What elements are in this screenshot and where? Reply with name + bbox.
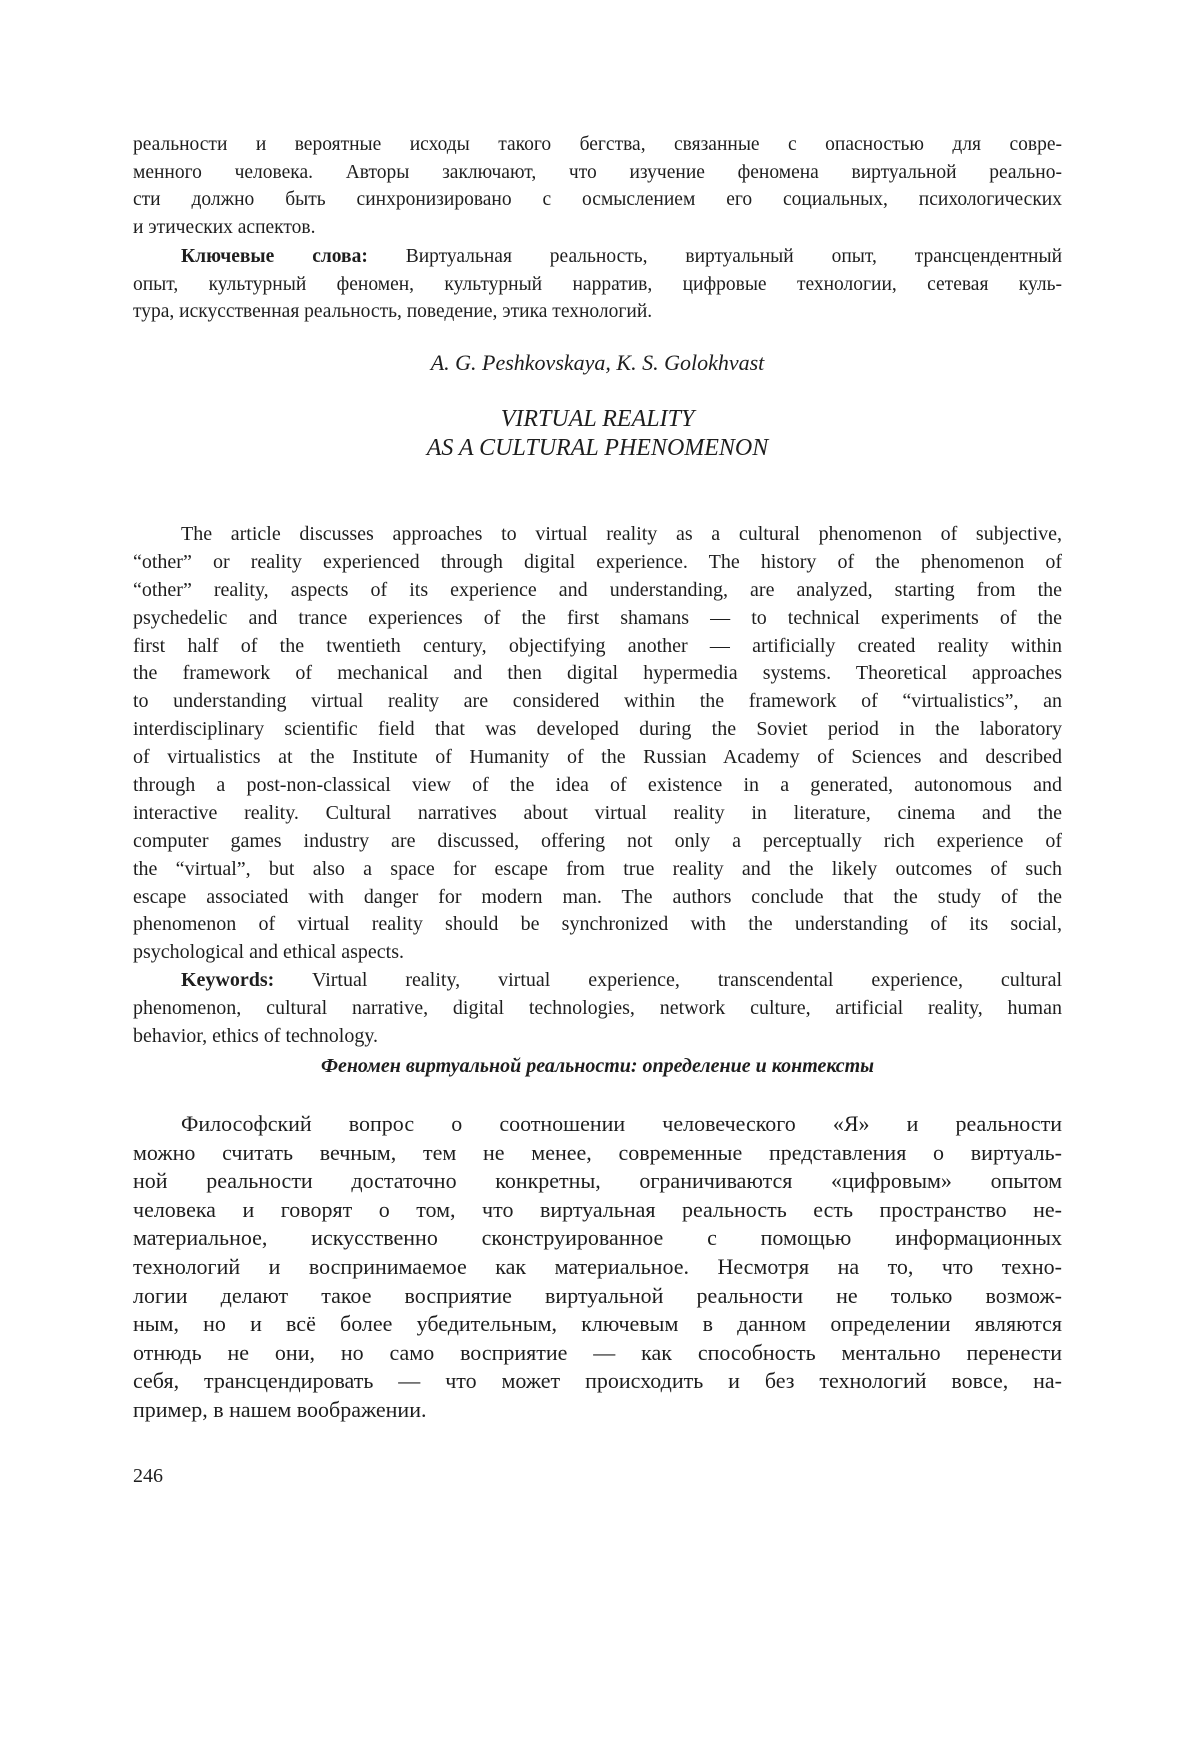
authors: A. G. Peshkovskaya, K. S. Golokhvast	[133, 350, 1062, 376]
page-number: 246	[133, 1465, 163, 1488]
body-paragraph	[133, 1110, 1062, 1425]
text-line: phenomenon of virtual reality should be synchronized with the understanding of its social,	[133, 911, 1062, 939]
text-line: и этических аспектов.	[133, 214, 1062, 242]
keywords-text: Виртуальная реальность, виртуальный опыт, трансцендентный	[406, 246, 1062, 267]
text-line: “other” or reality experienced through digital experience. The history of the phenomenon of	[133, 549, 1062, 577]
text-line: человека и говорят о том, что виртуальная реальность есть пространство не-	[133, 1196, 1062, 1225]
text-line: to understanding virtual reality are considered within the framework of “virtualistics”, an	[133, 688, 1062, 716]
text-line: first half of the twentieth century, objectifying another — artificially created reality within	[133, 633, 1062, 661]
text-line: технологий и воспринимаемое как материальное. Несмотря на то, что техно-	[133, 1253, 1062, 1282]
title-line: AS A CULTURAL PHENOMENON	[133, 434, 1062, 463]
title-line: VIRTUAL REALITY	[133, 405, 1062, 434]
text-line: of virtualistics at the Institute of Humanity of the Russian Academy of Sciences and described	[133, 744, 1062, 772]
text-line: phenomenon, cultural narrative, digital technologies, network culture, artificial reality, human	[133, 995, 1062, 1023]
text-line: ной реальности достаточно конкретны, ограничиваются «цифровым» опытом	[133, 1167, 1062, 1196]
text-line: through a post-non-classical view of the idea of existence in a generated, autonomous and	[133, 772, 1062, 800]
text-line: можно считать вечным, тем не менее, современные представления о виртуаль-	[133, 1139, 1062, 1168]
text-line: тура, искусственная реальность, поведение, этика технологий.	[133, 298, 1062, 326]
text-line: отнюдь не они, но само восприятие — как способность ментально перенести	[133, 1339, 1062, 1368]
text-line: Философский вопрос о соотношении человеческого «Я» и реальности	[133, 1110, 1062, 1139]
text-line: interactive reality. Cultural narratives about virtual reality in literature, cinema and the	[133, 800, 1062, 828]
keywords-label: Ключевые слова:	[181, 246, 368, 267]
text-line: behavior, ethics of technology.	[133, 1023, 1062, 1051]
text-line: логии делают такое восприятие виртуальной реальности не только возмож-	[133, 1282, 1062, 1311]
text-line: the “virtual”, but also a space for escape from true reality and the likely outcomes of such	[133, 856, 1062, 884]
text-line: psychedelic and trance experiences of the first shamans — to technical experiments of the	[133, 605, 1062, 633]
text-line: “other” reality, aspects of its experience and understanding, are analyzed, starting from the	[133, 577, 1062, 605]
keywords-text: Virtual reality, virtual experience, transcendental experience, cultural	[312, 969, 1062, 991]
section-heading: Феномен виртуальной реальности: определение и контексты	[133, 1055, 1062, 1078]
text-line: себя, трансцендировать — что может происходить и без технологий вовсе, на-	[133, 1367, 1062, 1396]
text-line: computer games industry are discussed, offering not only a perceptually rich experience of	[133, 828, 1062, 856]
text-line: материальное, искусственно сконструированное с помощью информационных	[133, 1224, 1062, 1253]
english-abstract	[133, 521, 1062, 1051]
keywords-line	[133, 243, 1062, 271]
text-line: пример, в нашем воображении.	[133, 1396, 1062, 1425]
text-line: ным, но и всё более убедительным, ключевым в данном определении являются	[133, 1310, 1062, 1339]
article-title	[133, 405, 1062, 463]
text-line: interdisciplinary scientific field that was developed during the Soviet period in the laboratory	[133, 716, 1062, 744]
text-line: psychological and ethical aspects.	[133, 939, 1062, 967]
text-line: The article discusses approaches to virtual reality as a cultural phenomenon of subjective,	[133, 521, 1062, 549]
text-line: менного человека. Авторы заключают, что изучение феномена виртуальной реально-	[133, 159, 1062, 187]
russian-abstract-end	[133, 131, 1062, 326]
text-line: опыт, культурный феномен, культурный нарратив, цифровые технологии, сетевая куль-	[133, 271, 1062, 299]
text-line: сти должно быть синхронизировано с осмыслением его социальных, психологических	[133, 186, 1062, 214]
keywords-label: Keywords:	[181, 969, 274, 991]
keywords-line	[133, 967, 1062, 995]
text-line: escape associated with danger for modern man. The authors conclude that the study of the	[133, 884, 1062, 912]
text-line: the framework of mechanical and then digital hypermedia systems. Theoretical approaches	[133, 660, 1062, 688]
text-line: реальности и вероятные исходы такого бегства, связанные с опасностью для совре-	[133, 131, 1062, 159]
